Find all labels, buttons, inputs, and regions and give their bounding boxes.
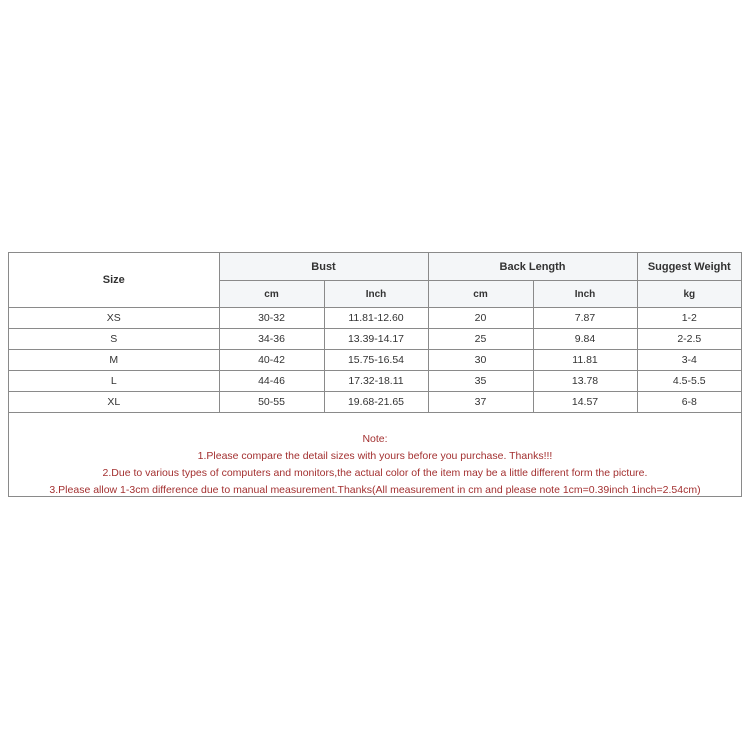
size-cell: S <box>9 329 219 350</box>
bust-cm-cell: 30-32 <box>219 308 324 329</box>
notes-section <box>9 413 741 499</box>
weight-kg-header: kg <box>637 281 741 308</box>
size-cell: XS <box>9 308 219 329</box>
bust-cm-cell: 40-42 <box>219 350 324 371</box>
back-length-cm-cell: 20 <box>428 308 533 329</box>
back-length-inch-cell: 7.87 <box>533 308 637 329</box>
suggest-weight-group-header: Suggest Weight <box>637 253 741 281</box>
bust-cm-cell: 34-36 <box>219 329 324 350</box>
bust-group-header: Bust <box>219 253 428 281</box>
bust-inch-cell: 13.39-14.17 <box>324 329 428 350</box>
bust-inch-cell: 11.81-12.60 <box>324 308 428 329</box>
table-header-row <box>9 253 741 281</box>
table-row <box>9 329 741 350</box>
weight-kg-cell: 2-2.5 <box>637 329 741 350</box>
back-length-inch-cell: 9.84 <box>533 329 637 350</box>
bust-inch-cell: 17.32-18.11 <box>324 371 428 392</box>
back-length-cm-cell: 35 <box>428 371 533 392</box>
back-length-inch-cell: 11.81 <box>533 350 637 371</box>
weight-kg-cell: 1-2 <box>637 308 741 329</box>
weight-kg-cell: 3-4 <box>637 350 741 371</box>
back-length-cm-cell: 37 <box>428 392 533 413</box>
note-line: 3.Please allow 1-3cm difference due to manual measurement.Thanks(All measurement in cm and please note 1cm=0.39inch 1inch=2.54cm) <box>49 484 701 496</box>
table-row <box>9 392 741 413</box>
bust-cm-cell: 50-55 <box>219 392 324 413</box>
size-column-header: Size <box>9 253 219 308</box>
note-line: 1.Please compare the detail sizes with yours before you purchase. Thanks!!! <box>197 450 553 462</box>
back-length-inch-header: Inch <box>533 281 637 308</box>
back-length-cm-header: cm <box>428 281 533 308</box>
bust-cm-cell: 44-46 <box>219 371 324 392</box>
back-length-inch-cell: 13.78 <box>533 371 637 392</box>
size-table <box>9 253 741 413</box>
back-length-cm-cell: 25 <box>428 329 533 350</box>
weight-kg-cell: 4.5-5.5 <box>637 371 741 392</box>
bust-inch-header: Inch <box>324 281 428 308</box>
back-length-inch-cell: 14.57 <box>533 392 637 413</box>
size-chart <box>8 252 742 497</box>
size-cell: L <box>9 371 219 392</box>
size-cell: M <box>9 350 219 371</box>
bust-inch-cell: 15.75-16.54 <box>324 350 428 371</box>
table-row <box>9 371 741 392</box>
back-length-cm-cell: 30 <box>428 350 533 371</box>
table-row <box>9 308 741 329</box>
back-length-group-header: Back Length <box>428 253 637 281</box>
weight-kg-cell: 6-8 <box>637 392 741 413</box>
bust-inch-cell: 19.68-21.65 <box>324 392 428 413</box>
note-title: Note: <box>362 433 388 445</box>
note-line: 2.Due to various types of computers and monitors,the actual color of the item may be a little different form the picture. <box>102 467 648 479</box>
bust-cm-header: cm <box>219 281 324 308</box>
table-row <box>9 350 741 371</box>
size-cell: XL <box>9 392 219 413</box>
